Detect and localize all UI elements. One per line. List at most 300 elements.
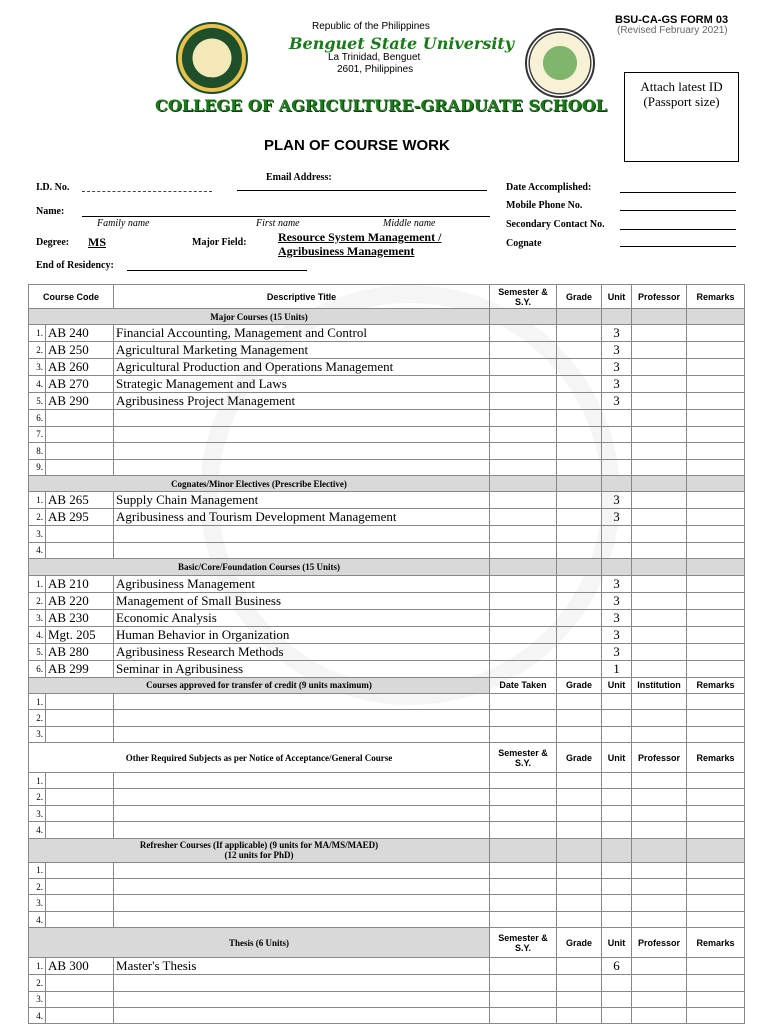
blank-cell (687, 838, 745, 862)
secondary-contact-field[interactable] (620, 229, 736, 230)
remarks-cell[interactable] (687, 626, 745, 643)
semester-cell[interactable] (490, 773, 557, 789)
unit-cell[interactable]: 3 (602, 509, 632, 526)
grade-cell[interactable] (557, 660, 602, 677)
course-code-cell[interactable]: Mgt. 205 (46, 626, 114, 643)
professor-cell[interactable] (632, 426, 687, 442)
descriptive-title-cell[interactable] (114, 542, 490, 558)
unit-cell[interactable] (602, 975, 632, 991)
semester-cell[interactable] (490, 459, 557, 475)
semester-cell[interactable] (490, 895, 557, 911)
unit-cell[interactable] (602, 895, 632, 911)
descriptive-title-cell[interactable]: Agribusiness Management (114, 575, 490, 592)
semester-cell[interactable] (490, 726, 557, 742)
professor-cell[interactable] (632, 443, 687, 459)
descriptive-title-cell[interactable] (114, 693, 490, 709)
blank-cell (687, 559, 745, 575)
descriptive-title-cell[interactable]: Human Behavior in Organization (114, 626, 490, 643)
semester-cell[interactable] (490, 492, 557, 509)
course-code-cell[interactable]: AB 250 (46, 342, 114, 359)
row-number: 2. (29, 975, 46, 991)
remarks-cell[interactable] (687, 542, 745, 558)
descriptive-title-cell[interactable] (114, 773, 490, 789)
college-seal-logo (525, 28, 595, 98)
semester-cell[interactable] (490, 509, 557, 526)
grade-cell[interactable] (557, 509, 602, 526)
descriptive-title-cell[interactable]: Agribusiness and Tourism Development Management (114, 509, 490, 526)
course-code-cell[interactable] (46, 773, 114, 789)
unit-cell[interactable] (602, 991, 632, 1007)
refresher-line-1: Refresher Courses (If applicable) (9 units for MA/MS/MAED) (139, 840, 379, 851)
unit-cell[interactable]: 3 (602, 492, 632, 509)
unit-cell[interactable] (602, 773, 632, 789)
unit-cell[interactable]: 3 (602, 359, 632, 376)
header-grade: Grade (557, 677, 602, 693)
table-row (29, 393, 745, 410)
descriptive-title-cell[interactable]: Agricultural Production and Operations Management (114, 359, 490, 376)
professor-cell[interactable] (632, 492, 687, 509)
course-code-cell[interactable] (46, 879, 114, 895)
course-code-cell[interactable]: AB 299 (46, 660, 114, 677)
semester-cell[interactable] (490, 426, 557, 442)
grade-cell[interactable] (557, 975, 602, 991)
descriptive-title-cell[interactable] (114, 459, 490, 475)
grade-cell[interactable] (557, 575, 602, 592)
grade-cell[interactable] (557, 879, 602, 895)
course-code-cell[interactable] (46, 975, 114, 991)
professor-cell[interactable] (632, 975, 687, 991)
descriptive-title-cell[interactable] (114, 443, 490, 459)
remarks-cell[interactable] (687, 526, 745, 542)
table-row (29, 895, 745, 911)
course-code-cell[interactable] (46, 862, 114, 878)
grade-cell[interactable] (557, 542, 602, 558)
descriptive-title-cell[interactable]: Strategic Management and Laws (114, 376, 490, 393)
descriptive-title-cell[interactable]: Supply Chain Management (114, 492, 490, 509)
remarks-cell[interactable] (687, 492, 745, 509)
blank-cell (490, 309, 557, 325)
professor-cell[interactable] (632, 575, 687, 592)
remarks-cell[interactable] (687, 805, 745, 821)
remarks-cell[interactable] (687, 773, 745, 789)
row-number: 2. (29, 710, 46, 726)
course-code-cell[interactable] (46, 542, 114, 558)
semester-cell[interactable] (490, 862, 557, 878)
remarks-cell[interactable] (687, 789, 745, 805)
unit-cell[interactable]: 3 (602, 325, 632, 342)
grade-cell[interactable] (557, 726, 602, 742)
semester-cell[interactable] (490, 342, 557, 359)
grade-cell[interactable] (557, 459, 602, 475)
professor-cell[interactable] (632, 710, 687, 726)
degree-value[interactable]: MS (88, 235, 106, 249)
grade-cell[interactable] (557, 822, 602, 838)
professor-cell[interactable] (632, 526, 687, 542)
semester-cell[interactable] (490, 1007, 557, 1023)
unit-cell[interactable] (602, 862, 632, 878)
professor-cell[interactable] (632, 542, 687, 558)
grade-cell[interactable] (557, 991, 602, 1007)
professor-cell[interactable] (632, 325, 687, 342)
grade-cell[interactable] (557, 911, 602, 927)
table-row (29, 542, 745, 558)
refresher-line-2: (12 units for PhD) (224, 850, 294, 861)
mobile-label: Mobile Phone No. (506, 200, 583, 211)
grade-cell[interactable] (557, 492, 602, 509)
form-code: BSU-CA-GS FORM 03 (615, 14, 729, 26)
course-code-cell[interactable]: AB 230 (46, 609, 114, 626)
grade-cell[interactable] (557, 410, 602, 426)
unit-cell[interactable]: 3 (602, 393, 632, 410)
grade-cell[interactable] (557, 393, 602, 410)
remarks-cell[interactable] (687, 879, 745, 895)
remarks-cell[interactable] (687, 592, 745, 609)
descriptive-title-cell[interactable]: Management of Small Business (114, 592, 490, 609)
section-cognates-label: Cognates/Minor Electives (Prescribe Elective) (29, 475, 490, 491)
descriptive-title-cell[interactable] (114, 526, 490, 542)
unit-cell[interactable] (602, 879, 632, 895)
remarks-cell[interactable] (687, 895, 745, 911)
course-code-cell[interactable]: AB 260 (46, 359, 114, 376)
semester-cell[interactable] (490, 393, 557, 410)
semester-cell[interactable] (490, 443, 557, 459)
professor-cell[interactable] (632, 958, 687, 975)
grade-cell[interactable] (557, 626, 602, 643)
unit-cell[interactable] (602, 822, 632, 838)
descriptive-title-cell[interactable] (114, 805, 490, 821)
cognate-label: Cognate (506, 238, 542, 249)
seal-year: 1916 (198, 76, 212, 84)
course-code-cell[interactable] (46, 410, 114, 426)
remarks-cell[interactable] (687, 975, 745, 991)
semester-cell[interactable] (490, 789, 557, 805)
semester-cell[interactable] (490, 325, 557, 342)
course-code-cell[interactable]: AB 210 (46, 575, 114, 592)
course-code-cell[interactable] (46, 895, 114, 911)
course-code-cell[interactable] (46, 726, 114, 742)
professor-cell[interactable] (632, 895, 687, 911)
descriptive-title-cell[interactable] (114, 911, 490, 927)
course-code-cell[interactable] (46, 459, 114, 475)
descriptive-title-cell[interactable]: Seminar in Agribusiness (114, 660, 490, 677)
remarks-cell[interactable] (687, 325, 745, 342)
name-field[interactable] (82, 216, 490, 217)
professor-cell[interactable] (632, 592, 687, 609)
grade-cell[interactable] (557, 592, 602, 609)
address-line-1: La Trinidad, Benguet (328, 52, 421, 63)
course-code-cell[interactable]: AB 265 (46, 492, 114, 509)
unit-cell[interactable]: 3 (602, 575, 632, 592)
descriptive-title-cell[interactable] (114, 789, 490, 805)
remarks-cell[interactable] (687, 726, 745, 742)
semester-cell[interactable] (490, 879, 557, 895)
unit-cell[interactable] (602, 526, 632, 542)
major-field-value[interactable]: Resource System Management / Agribusiness Management (278, 230, 442, 258)
row-number: 4. (29, 1007, 46, 1023)
semester-cell[interactable] (490, 660, 557, 677)
degree-label: Degree: (36, 237, 70, 248)
remarks-cell[interactable] (687, 426, 745, 442)
mobile-field[interactable] (620, 210, 736, 211)
remarks-cell[interactable] (687, 376, 745, 393)
unit-cell[interactable] (602, 1007, 632, 1023)
descriptive-title-cell[interactable] (114, 975, 490, 991)
professor-cell[interactable] (632, 805, 687, 821)
descriptive-title-cell[interactable]: Financial Accounting, Management and Control (114, 325, 490, 342)
grade-cell[interactable] (557, 359, 602, 376)
remarks-cell[interactable] (687, 693, 745, 709)
semester-cell[interactable] (490, 542, 557, 558)
descriptive-title-cell[interactable]: Master's Thesis (114, 958, 490, 975)
header-grade: Grade (557, 285, 602, 309)
course-code-cell[interactable] (46, 426, 114, 442)
semester-cell[interactable] (490, 376, 557, 393)
remarks-cell[interactable] (687, 660, 745, 677)
semester-cell[interactable] (490, 805, 557, 821)
row-number: 1. (29, 575, 46, 592)
college-title: COLLEGE OF AGRICULTURE-GRADUATE SCHOOL (155, 96, 607, 115)
course-code-cell[interactable]: AB 270 (46, 376, 114, 393)
remarks-cell[interactable] (687, 958, 745, 975)
professor-cell[interactable] (632, 789, 687, 805)
unit-cell[interactable] (602, 459, 632, 475)
course-code-cell[interactable] (46, 822, 114, 838)
blank-cell (602, 475, 632, 491)
course-code-cell[interactable] (46, 526, 114, 542)
grade-cell[interactable] (557, 376, 602, 393)
remarks-cell[interactable] (687, 359, 745, 376)
table-row (29, 492, 745, 509)
unit-cell[interactable] (602, 789, 632, 805)
header-unit: Unit (602, 677, 632, 693)
table-row (29, 359, 745, 376)
semester-cell[interactable] (490, 526, 557, 542)
professor-cell[interactable] (632, 410, 687, 426)
professor-cell[interactable] (632, 726, 687, 742)
unit-cell[interactable] (602, 710, 632, 726)
course-code-cell[interactable]: AB 280 (46, 643, 114, 660)
professor-cell[interactable] (632, 862, 687, 878)
blank-cell (490, 559, 557, 575)
section-basic-label: Basic/Core/Foundation Courses (15 Units) (29, 559, 490, 575)
professor-cell[interactable] (632, 660, 687, 677)
remarks-cell[interactable] (687, 911, 745, 927)
descriptive-title-cell[interactable] (114, 410, 490, 426)
unit-cell[interactable] (602, 911, 632, 927)
remarks-cell[interactable] (687, 575, 745, 592)
photo-box[interactable] (624, 72, 739, 162)
professor-cell[interactable] (632, 342, 687, 359)
grade-cell[interactable] (557, 342, 602, 359)
remarks-cell[interactable] (687, 862, 745, 878)
remarks-cell[interactable] (687, 643, 745, 660)
descriptive-title-cell[interactable]: Agribusiness Research Methods (114, 643, 490, 660)
grade-cell[interactable] (557, 325, 602, 342)
professor-cell[interactable] (632, 626, 687, 643)
row-number: 5. (29, 393, 46, 410)
descriptive-title-cell[interactable] (114, 710, 490, 726)
table-row (29, 643, 745, 660)
row-number: 4. (29, 911, 46, 927)
row-number: 5. (29, 643, 46, 660)
email-field[interactable] (237, 190, 487, 191)
remarks-cell[interactable] (687, 410, 745, 426)
professor-cell[interactable] (632, 1007, 687, 1023)
remarks-cell[interactable] (687, 443, 745, 459)
descriptive-title-cell[interactable] (114, 1007, 490, 1023)
course-code-cell[interactable]: AB 240 (46, 325, 114, 342)
grade-cell[interactable] (557, 643, 602, 660)
descriptive-title-cell[interactable] (114, 862, 490, 878)
semester-cell[interactable] (490, 410, 557, 426)
semester-cell[interactable] (490, 626, 557, 643)
grade-cell[interactable] (557, 526, 602, 542)
course-code-cell[interactable] (46, 710, 114, 726)
grade-cell[interactable] (557, 805, 602, 821)
course-code-cell[interactable]: AB 300 (46, 958, 114, 975)
unit-cell[interactable]: 6 (602, 958, 632, 975)
row-number: 7. (29, 426, 46, 442)
professor-cell[interactable] (632, 393, 687, 410)
unit-cell[interactable]: 3 (602, 376, 632, 393)
unit-cell[interactable] (602, 443, 632, 459)
semester-cell[interactable] (490, 911, 557, 927)
remarks-cell[interactable] (687, 459, 745, 475)
semester-cell[interactable] (490, 643, 557, 660)
descriptive-title-cell[interactable] (114, 726, 490, 742)
residency-label: End of Residency: (36, 260, 114, 271)
row-number: 4. (29, 626, 46, 643)
descriptive-title-cell[interactable] (114, 822, 490, 838)
semester-cell[interactable] (490, 575, 557, 592)
semester-cell[interactable] (490, 975, 557, 991)
professor-cell[interactable] (632, 911, 687, 927)
name-label: Name: (36, 206, 65, 217)
course-code-cell[interactable] (46, 805, 114, 821)
header-remarks: Remarks (687, 743, 745, 773)
grade-cell[interactable] (557, 609, 602, 626)
professor-cell[interactable] (632, 376, 687, 393)
professor-cell[interactable] (632, 991, 687, 1007)
grade-cell[interactable] (557, 895, 602, 911)
professor-cell[interactable] (632, 879, 687, 895)
table-row (29, 410, 745, 426)
semester-cell[interactable] (490, 958, 557, 975)
date-accomplished-field[interactable] (620, 192, 736, 193)
table-row (29, 509, 745, 526)
professor-cell[interactable] (632, 459, 687, 475)
unit-cell[interactable]: 3 (602, 342, 632, 359)
grade-cell[interactable] (557, 710, 602, 726)
grade-cell[interactable] (557, 773, 602, 789)
remarks-cell[interactable] (687, 509, 745, 526)
descriptive-title-cell[interactable]: Agricultural Marketing Management (114, 342, 490, 359)
descriptive-title-cell[interactable] (114, 426, 490, 442)
course-code-cell[interactable] (46, 911, 114, 927)
remarks-cell[interactable] (687, 1007, 745, 1023)
unit-cell[interactable] (602, 726, 632, 742)
unit-cell[interactable]: 3 (602, 643, 632, 660)
semester-cell[interactable] (490, 693, 557, 709)
descriptive-title-cell[interactable] (114, 991, 490, 1007)
professor-cell[interactable] (632, 609, 687, 626)
professor-cell[interactable] (632, 359, 687, 376)
course-code-cell[interactable] (46, 991, 114, 1007)
unit-cell[interactable]: 3 (602, 592, 632, 609)
course-code-cell[interactable]: AB 220 (46, 592, 114, 609)
remarks-cell[interactable] (687, 822, 745, 838)
unit-cell[interactable] (602, 693, 632, 709)
professor-cell[interactable] (632, 509, 687, 526)
course-code-cell[interactable] (46, 789, 114, 805)
semester-cell[interactable] (490, 822, 557, 838)
course-code-cell[interactable] (46, 693, 114, 709)
professor-cell[interactable] (632, 822, 687, 838)
family-name-hint: Family name (97, 218, 150, 229)
unit-cell[interactable]: 3 (602, 626, 632, 643)
cognate-field[interactable] (620, 246, 736, 247)
unit-cell[interactable] (602, 410, 632, 426)
course-code-cell[interactable]: AB 290 (46, 393, 114, 410)
revision-note: (Revised February 2021) (617, 25, 728, 36)
unit-cell[interactable]: 3 (602, 609, 632, 626)
grade-cell[interactable] (557, 426, 602, 442)
residency-field[interactable] (127, 270, 307, 271)
professor-cell[interactable] (632, 693, 687, 709)
grade-cell[interactable] (557, 789, 602, 805)
section-transfer-label: Courses approved for transfer of credit (9 units maximum) (29, 677, 490, 693)
remarks-cell[interactable] (687, 342, 745, 359)
grade-cell[interactable] (557, 693, 602, 709)
descriptive-title-cell[interactable] (114, 879, 490, 895)
row-number: 1. (29, 773, 46, 789)
blank-cell (602, 559, 632, 575)
unit-cell[interactable]: 1 (602, 660, 632, 677)
grade-cell[interactable] (557, 958, 602, 975)
unit-cell[interactable] (602, 805, 632, 821)
row-number: 6. (29, 660, 46, 677)
id-field[interactable] (82, 191, 212, 192)
bsu-seal-logo (176, 22, 248, 94)
unit-cell[interactable] (602, 426, 632, 442)
descriptive-title-cell[interactable]: Economic Analysis (114, 609, 490, 626)
unit-cell[interactable] (602, 542, 632, 558)
remarks-cell[interactable] (687, 991, 745, 1007)
section-major (29, 309, 745, 325)
remarks-cell[interactable] (687, 710, 745, 726)
course-code-cell[interactable] (46, 1007, 114, 1023)
remarks-cell[interactable] (687, 393, 745, 410)
semester-cell[interactable] (490, 359, 557, 376)
course-code-cell[interactable]: AB 295 (46, 509, 114, 526)
descriptive-title-cell[interactable] (114, 895, 490, 911)
grade-cell[interactable] (557, 443, 602, 459)
remarks-cell[interactable] (687, 609, 745, 626)
grade-cell[interactable] (557, 862, 602, 878)
table-row (29, 1007, 745, 1023)
professor-cell[interactable] (632, 773, 687, 789)
row-number: 3. (29, 991, 46, 1007)
semester-cell[interactable] (490, 991, 557, 1007)
professor-cell[interactable] (632, 643, 687, 660)
semester-cell[interactable] (490, 592, 557, 609)
course-code-cell[interactable] (46, 443, 114, 459)
row-number: 2. (29, 789, 46, 805)
descriptive-title-cell[interactable]: Agribusiness Project Management (114, 393, 490, 410)
semester-cell[interactable] (490, 609, 557, 626)
semester-cell[interactable] (490, 710, 557, 726)
grade-cell[interactable] (557, 1007, 602, 1023)
